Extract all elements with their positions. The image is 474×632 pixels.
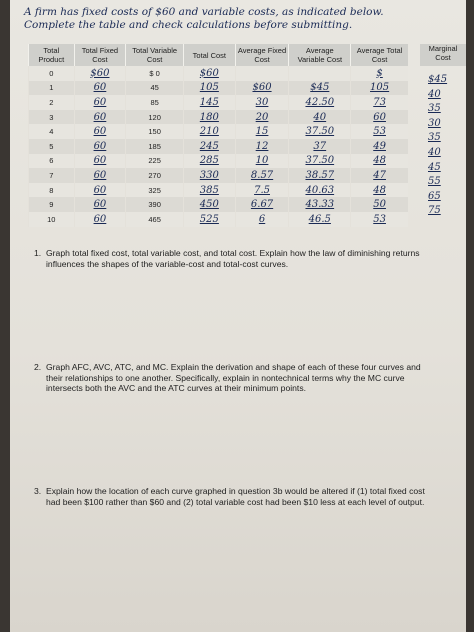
table-cell-tc [184,183,236,198]
instructions-line-2: Complete the table and check calculations before submitting. [24,19,353,31]
table-cell-atc [351,81,408,96]
question-text: Explain how the location of each curve graphed in question 3b would be altered if (1) total fixed cost had been $100 rather than $60 and (2) total variable cost had been $10 less at each level of output. [46,486,425,507]
handwritten-instructions [24,6,384,32]
table-cell-avc [289,139,351,154]
table-cell-atc [351,139,408,154]
handwritten-value: $60 [252,82,272,94]
table-cell-atc [351,110,408,125]
table-cell-tp: 5 [29,139,75,154]
handwritten-value: 145 [199,96,219,108]
handwritten-value: 60 [93,213,107,225]
handwritten-value: 60 [93,96,107,108]
table-cell-tvc: 150 [126,124,184,139]
table-cell-tvc: 45 [126,81,184,96]
handwritten-value: 60 [93,82,107,94]
table-row [29,168,409,183]
question-3 [34,486,434,507]
table-cell-afc [235,154,289,169]
table-cell-tp: 4 [29,124,75,139]
table-cell-tfc [74,197,126,212]
handwritten-value: 40.63 [305,184,335,196]
marginal-cost-value: 55 [428,176,441,188]
table-cell-avc [289,168,351,183]
table-row [29,110,409,125]
table-cell-avc [289,183,351,198]
handwritten-value: 60 [93,126,107,138]
table-cell-tvc: 120 [126,110,184,125]
handwritten-value: 8.57 [250,169,274,181]
table-cell-tvc: 225 [126,154,184,169]
handwritten-value: 60 [93,140,107,152]
table-cell-tp: 3 [29,110,75,125]
handwritten-value: 48 [373,184,386,196]
marginal-cost-value: 40 [428,88,441,100]
table-cell-tc [184,95,236,110]
table-cell-avc [289,66,351,81]
handwritten-value: $ [376,67,383,79]
handwritten-value: 525 [199,213,219,225]
table-cell-tfc [74,212,126,227]
table-cell-tp: 8 [29,183,75,198]
handwritten-value: 60 [93,184,107,196]
handwritten-value: 12 [255,140,269,152]
table-cell-tp: 0 [29,66,75,81]
table-row [29,212,409,227]
handwritten-value: 60 [93,111,107,123]
table-cell-tp: 1 [29,81,75,96]
handwritten-value: 60 [93,155,107,167]
question-text: Graph total fixed cost, total variable cost, and total cost. Explain how the law of diminishing returns influences the shapes of the variable-cost and total-cost curves. [46,248,420,269]
table-cell-tp: 2 [29,95,75,110]
marginal-cost-value: 75 [428,205,441,217]
table-cell-atc [351,95,408,110]
table-cell-tfc [74,183,126,198]
table-cell-afc [235,183,289,198]
worksheet-page [10,0,466,632]
table-cell-afc [235,66,289,81]
handwritten-value: 53 [373,213,386,225]
table-cell-atc [351,124,408,139]
question-text: Graph AFC, AVC, ATC, and MC. Explain the derivation and shape of each of these four curves and their relationships to one another. Specifically, explain in nontechnical terms why the MC curve intersects both the AVC and the ATC curves at their minimum points. [46,362,421,393]
marginal-cost-value: 40 [428,147,441,158]
header-average-variable-cost: Average Variable Cost [289,44,351,66]
table-cell-atc [351,154,408,169]
table-row [29,183,409,198]
table-cell-avc [289,124,351,139]
table-cell-afc [235,81,289,96]
table-cell-tfc [74,66,126,81]
table-cell-atc [351,168,408,183]
handwritten-value: 38.57 [305,169,335,181]
table-cell-tp: 6 [29,154,75,169]
table-cell-tvc: $ 0 [126,66,184,81]
table-cell-tfc [74,124,126,139]
handwritten-value: 105 [199,82,219,94]
handwritten-value: 6.67 [250,199,274,211]
header-average-total-cost: Average Total Cost [351,44,408,66]
table-row [29,139,409,154]
table-cell-tvc: 325 [126,183,184,198]
table-cell-tvc: 465 [126,212,184,227]
table-cell-afc [235,212,289,227]
marginal-cost-value: 35 [428,103,441,115]
handwritten-value: $45 [310,82,330,94]
table-cell-tp: 7 [29,168,75,183]
table-cell-atc [351,212,408,227]
header-total-fixed-cost: Total Fixed Cost [74,44,126,66]
handwritten-value: 450 [199,199,219,211]
table-cell-tc [184,124,236,139]
header-total-variable-cost: Total Variable Cost [126,44,184,66]
handwritten-value: 47 [373,169,386,181]
table-cell-tvc: 185 [126,139,184,154]
marginal-cost-value: 35 [428,132,441,144]
handwritten-value: 48 [373,155,386,167]
marginal-cost-value: 65 [428,190,441,202]
table-cell-tc [184,139,236,154]
handwritten-value: 180 [199,111,219,123]
handwritten-value: $60 [199,67,219,79]
table-cell-avc [289,81,351,96]
header-total-cost: Total Cost [184,44,236,66]
table-cell-tp: 9 [29,197,75,212]
table-cell-afc [235,95,289,110]
table-cell-tfc [74,81,126,96]
cost-table [28,44,408,227]
table-cell-afc [235,124,289,139]
handwritten-value: 60 [373,111,386,123]
instructions-line-1: A firm has fixed costs of $60 and variable costs, as indicated below. [24,6,384,18]
table-cell-tc [184,81,236,96]
handwritten-value: 50 [373,199,386,211]
handwritten-value: 60 [93,169,107,181]
table-cell-atc [351,183,408,198]
table-cell-tc [184,66,236,81]
table-row [29,95,409,110]
handwritten-value: 40 [313,111,327,123]
handwritten-value: 15 [255,126,269,138]
handwritten-value: 37 [313,140,327,152]
table-cell-tvc: 270 [126,168,184,183]
header-total-product: Total Product [29,44,75,66]
handwritten-value: 245 [199,140,219,152]
handwritten-value: 7.5 [254,184,270,196]
handwritten-value: 37.50 [305,126,335,138]
handwritten-value: 49 [373,140,386,152]
question-number: 2. [34,362,42,372]
handwritten-value: 285 [199,155,219,167]
marginal-cost-value: 45 [428,161,441,173]
table-cell-tc [184,212,236,227]
table-cell-tvc: 85 [126,95,184,110]
handwritten-value: 6 [258,213,266,225]
marginal-cost-value: $45 [428,74,448,85]
question-2 [34,362,434,394]
table-cell-tfc [74,168,126,183]
table-cell-avc [289,197,351,212]
table-cell-tfc [74,95,126,110]
header-marginal-cost: Marginal Cost [420,44,466,66]
table-cell-tfc [74,154,126,169]
table-row [29,81,409,96]
handwritten-value: 210 [199,126,219,138]
handwritten-value: $60 [90,67,110,79]
handwritten-value: 73 [373,96,386,108]
table-cell-afc [235,139,289,154]
table-header-row [29,44,409,66]
handwritten-value: 43.33 [305,199,335,211]
handwritten-value: 60 [93,199,107,211]
handwritten-value: 46.5 [308,213,331,225]
table-cell-tfc [74,110,126,125]
table-cell-tc [184,197,236,212]
handwritten-value: 385 [199,184,219,196]
table-cell-afc [235,168,289,183]
table-cell-afc [235,110,289,125]
table-cell-avc [289,212,351,227]
question-number: 3. [34,486,42,496]
table-cell-tfc [74,139,126,154]
header-average-fixed-cost: Average Fixed Cost [235,44,289,66]
question-number: 1. [34,248,42,258]
handwritten-value: 30 [255,96,269,108]
handwritten-value: 53 [373,126,386,138]
table-cell-afc [235,197,289,212]
table-cell-avc [289,110,351,125]
table-row [29,197,409,212]
table-cell-atc [351,197,408,212]
handwritten-value: 330 [199,169,219,181]
handwritten-value: 42.50 [305,96,335,108]
table-row [29,124,409,139]
table-cell-avc [289,95,351,110]
question-1 [34,248,434,269]
table-cell-atc [351,66,408,81]
handwritten-value: 10 [255,155,269,167]
handwritten-value: 20 [255,111,269,123]
table-cell-tvc: 390 [126,197,184,212]
handwritten-value: 105 [370,82,390,94]
table-cell-tc [184,168,236,183]
table-cell-tc [184,154,236,169]
table-cell-avc [289,154,351,169]
table-cell-tc [184,110,236,125]
handwritten-value: 37.50 [305,155,335,167]
table-row [29,66,409,81]
table-row [29,154,409,169]
table-cell-tp: 10 [29,212,75,227]
marginal-cost-value: 30 [428,117,441,129]
